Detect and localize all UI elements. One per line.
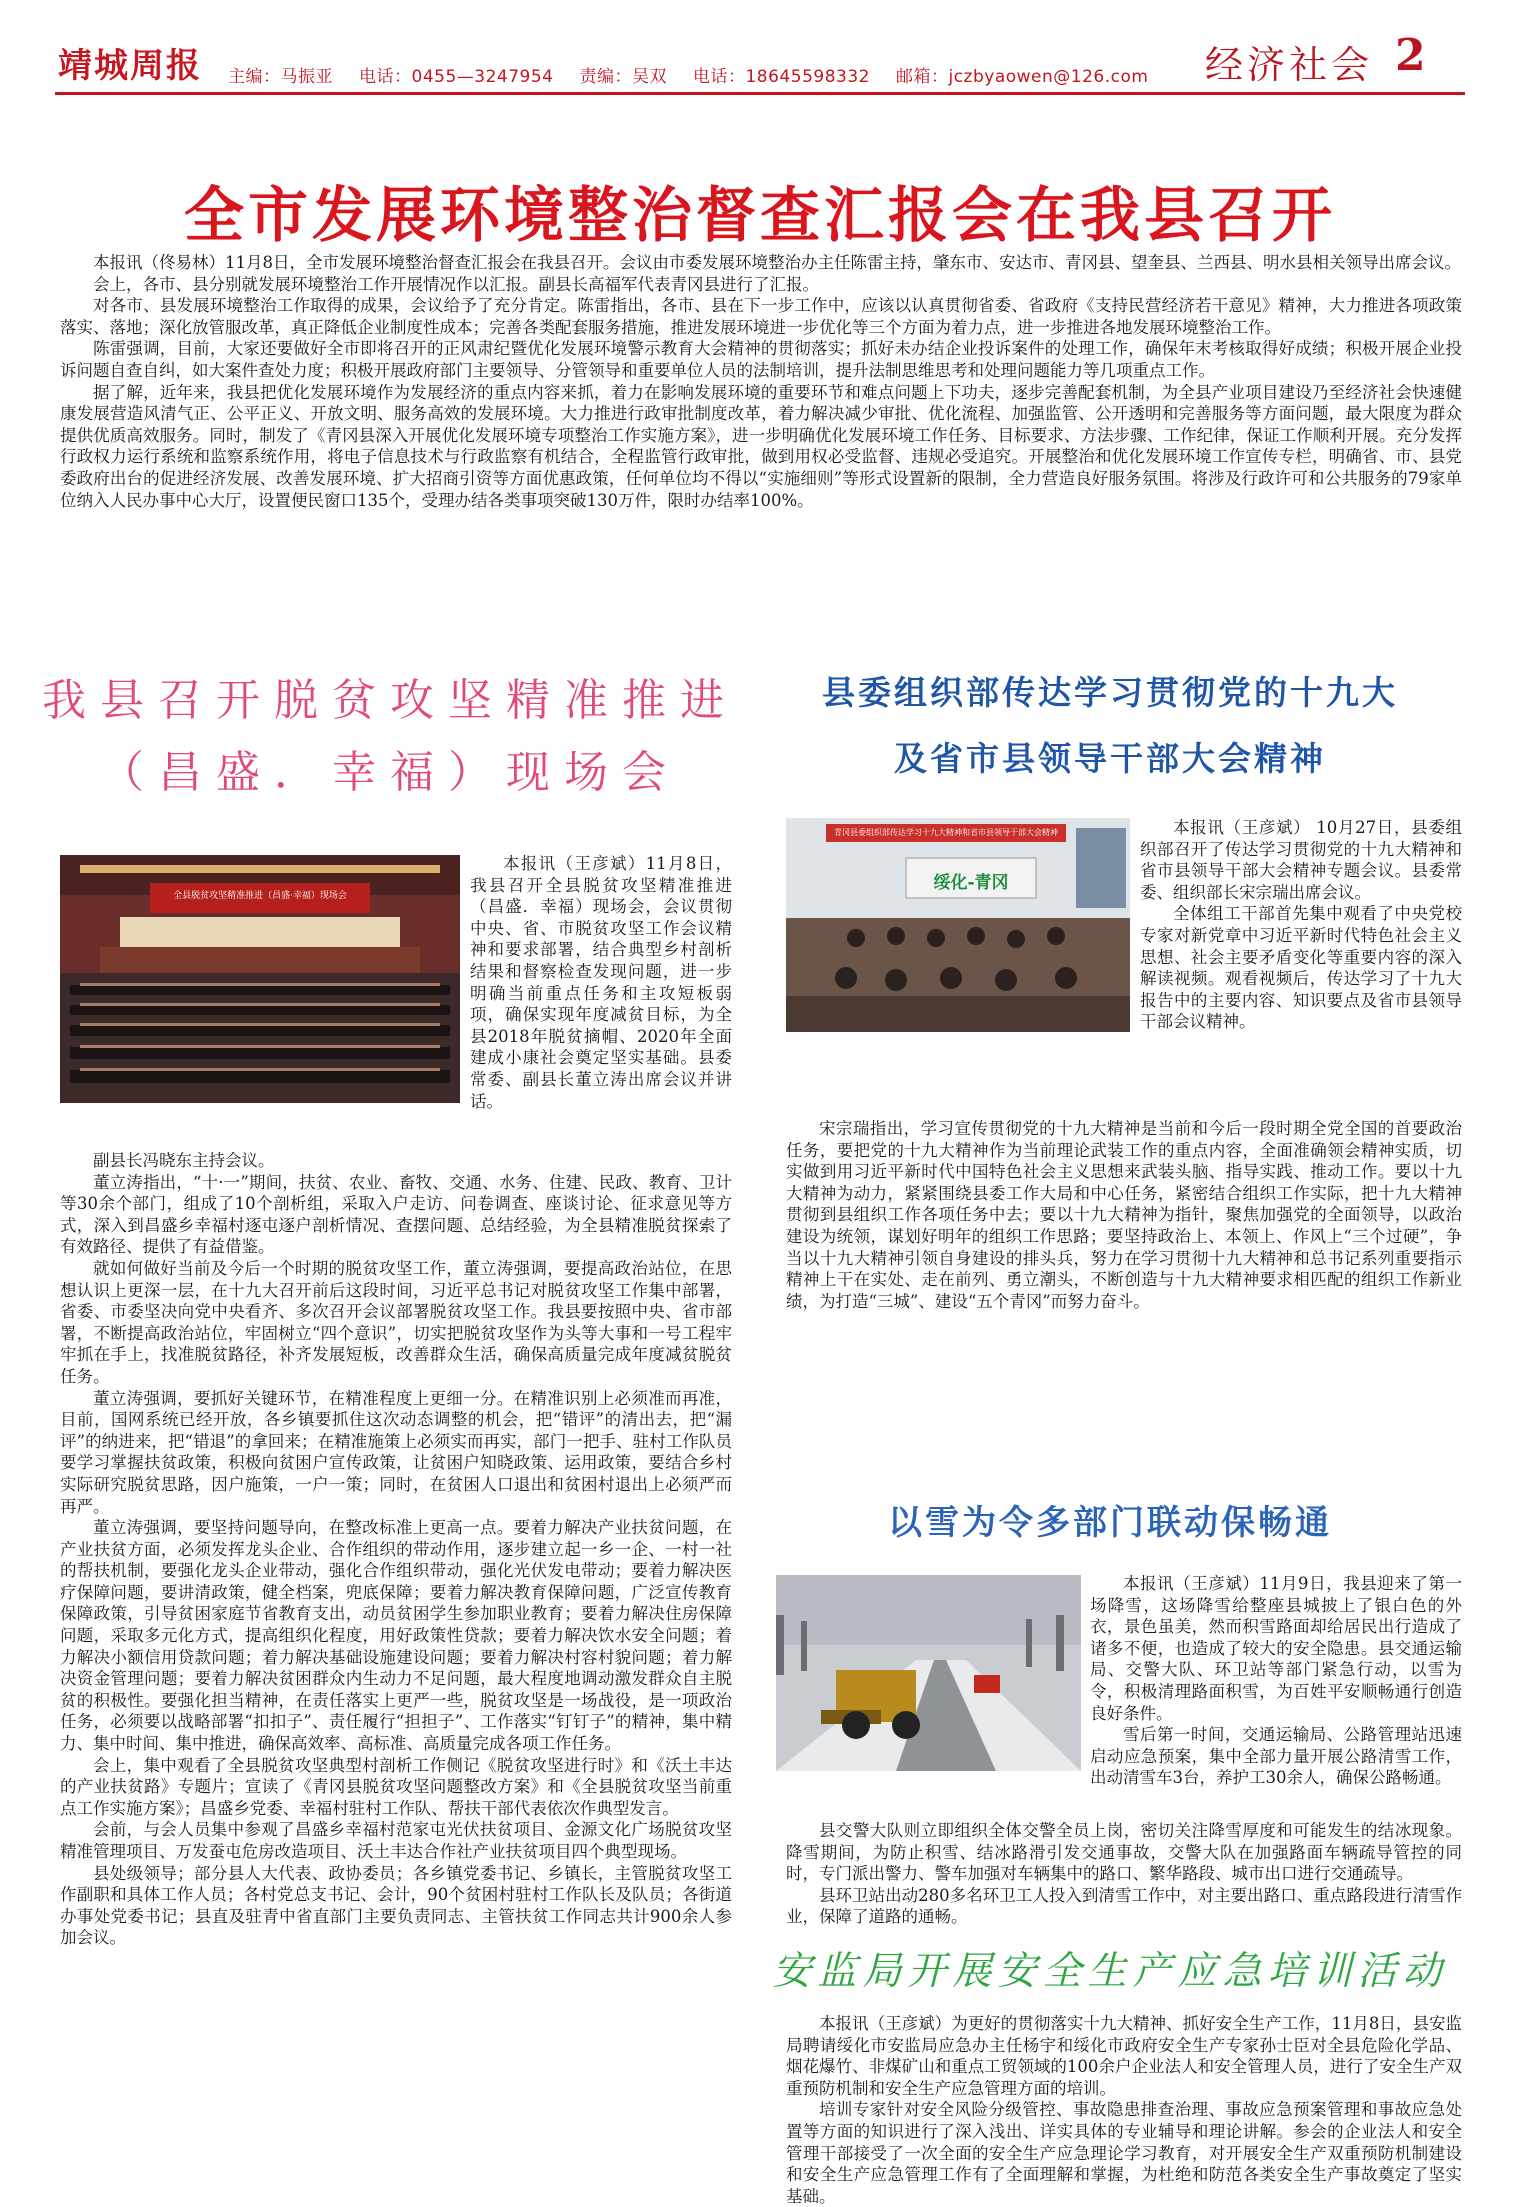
paragraph: 就如何做好当前及今后一个时期的脱贫攻坚工作，董立涛强调，要提高政治站位，在思想认识上更深一层，在十九大召开前后这段时间，习近平总书记对脱贫攻坚工作集中部署，省委、市委坚决向党中央看齐、多次召开会议部署脱贫攻坚工作。我县要按照中央、省市部署，不断提高政治站位，牢固树立“四个意识”，切实把脱贫攻坚作为头等大事和一号工程牢牢抓在手上，找准脱贫路径，补齐发展短板，改善群众生活，确保高质量完成年度减贫脱贫任务。	[60, 1258, 732, 1386]
masthead-info	[228, 62, 1174, 87]
paragraph: 会上，集中观看了全县脱贫攻坚典型村剖析工作侧记《脱贫攻坚进行时》和《沃土丰达的产业扶贫路》专题片；宣读了《青冈县脱贫攻坚问题整改方案》和《全县脱贫攻坚当前重点工作实施方案》；昌盛乡党委、幸福村驻村工作队、帮扶干部代表依次作典型发言。	[60, 1755, 732, 1818]
paragraph: 本报讯（王彦斌） 10月27日，县委组织部召开了传达学习贯彻党的十九大精神和省市县领导干部大会精神专题会议。县委常委、组织部长宋宗瑞出席会议。	[1140, 818, 1462, 902]
meeting-banner-text: 全县脱贫攻坚精准推进（昌盛·幸福）现场会	[173, 891, 347, 901]
organization-headline	[760, 660, 1460, 792]
paragraph: 县处级领导；部分县人大代表、政协委员；各乡镇党委书记、乡镇长，主管脱贫攻坚工作副职和具体工作人员；各村党总支书记、会计，90个贫困村驻村工作队长及队员；各街道办事处党委书记；县直及驻青中省直部门主要负责同志、主管扶贫工作同志共计900余人参加会议。	[60, 1863, 732, 1948]
poverty-lead	[470, 853, 732, 1112]
organization-headline-line2: 及省市县领导干部大会精神	[894, 739, 1326, 778]
editor-label: 主编：马振亚	[228, 67, 333, 87]
poverty-headline	[40, 665, 740, 809]
safety-body	[786, 2013, 1462, 2207]
organization-lead	[1140, 817, 1462, 1033]
paragraph: 培训专家针对安全风险分级管控、事故隐患排查治理、事故应急预案管理和事故应急处置等方面的知识进行了深入浅出、详实具体的专业辅导和理论讲解。参会的企业法人和安全管理干部接受了一次全面的安全生产应急理论学习教育，对开展安全生产双重预防机制建设和安全生产应急管理工作有了全面理解和掌握，为杜绝和防范各类安全生产事故奠定了坚实基础。	[786, 2100, 1462, 2206]
organization-body	[786, 1118, 1462, 1312]
masthead-rule	[55, 92, 1465, 95]
email-address: 邮箱：jczbyaowen@126.com	[895, 67, 1149, 87]
paragraph: 本报讯（王彦斌）为更好的贯彻落实十九大精神、抓好安全生产工作，11月8日，县安监局聘请绥化市安监局应急办主任杨宇和绥化市政府安全生产专家孙士臣对全县危险化学品、烟花爆竹、非煤矿山和重点工贸领域的100余户企业法人和安全管理人员，进行了安全生产双重预防机制和安全生产应急管理方面的培训。	[786, 2014, 1462, 2098]
main-headline: 全市发展环境整治督查汇报会在我县召开	[184, 181, 1336, 251]
paragraph: 对各市、县发展环境整治工作取得的成果，会议给予了充分肯定。陈雷指出，各市、县在下一步工作中，应该以认真贯彻省委、省政府《支持民营经济若干意见》精神，大力推进各项政策落实、落地；深化放管服改革，真正降低企业制度性成本；完善各类配套服务措施，推进发展环境进一步优化等三个方面为着力点，进一步推进各地发展环境整治工作。	[60, 296, 1462, 337]
paragraph: 宋宗瑞指出，学习宣传贯彻党的十九大精神是当前和今后一段时期全党全国的首要政治任务，要把党的十九大精神作为当前理论武装工作的重点内容，全面准确领会精神实质，切实做到用习近平新时代中国特色社会主义思想来武装头脑、指导实践、推动工作。要以十九大精神为动力，紧紧围绕县委工作大局和中心任务，紧密结合组织工作实际，把十九大精神贯彻到县组织工作各项任务中去；要以十九大精神为指针，聚焦加强党的全面领导，以政治建设为统领，谋划好明年的组织工作思路；要坚持政治上、本领上、作风上“三个过硬”，争当以十九大精神引领自身建设的排头兵，努力在学习贯彻十九大精神和总书记系列重要指示精神上干在实处、走在前列、勇立潮头，不断创造与十九大精神要求相匹配的组织工作新业绩，为打造“三城”、建设“五个青冈”而努力奋斗。	[786, 1119, 1462, 1311]
paragraph: 会前，与会人员集中参观了昌盛乡幸福村范家屯光伏扶贫项目、金源文化广场脱贫攻坚精准管理项目、万发蚕屯危房改造项目、沃土丰达合作社产业扶贫项目四个典型现场。	[60, 1820, 732, 1861]
organization-headline-line1: 县委组织部传达学习贯彻党的十九大	[822, 673, 1398, 712]
safety-headline: 安监局开展安全生产应急培训活动	[772, 1949, 1448, 1994]
paragraph: 董立涛强调，要坚持问题导向，在整改标准上更高一点。要着力解决产业扶贫问题，在产业扶贫方面，必须发挥龙头企业、合作组织的带动作用，逐步建立起一乡一企、一村一社的帮扶机制，要强化龙头企业带动，强化合作组织带动，强化光伏发电带动；要着力解决医疗保障问题，要讲清政策，健全档案，兜底保障；要着力解决教育保障问题，广泛宣传教育保障政策，引导贫困家庭节省教育支出，动员贫困学生参加职业教育；要着力解决住房保障问题，采取多元化方式，提高组织化程度，用好政策性贷款；要着力解决饮水安全问题；着力解决小额信用贷款问题；着力解决基础设施建设问题；要着力解决村容村貌问题；着力解决资金管理问题；要着力解决贫困群众内生动力不足问题，最大程度地调动激发群众自主脱贫的积极性。要强化担当精神，在责任落实上更严一些，脱贫攻坚是一场战役，是一项政治任务，必须要以战略部署“扣扣子”、责任履行“担担子”、工作落实“钉钉子”的精神，集中精力、集中时间、集中推进，确保高效率、高标准、高质量完成各项工作任务。	[60, 1518, 732, 1754]
paragraph: 县环卫站出动280多名环卫工人投入到清雪工作中，对主要出路口、重点路段进行清雪作业，保障了道路的通畅。	[786, 1885, 1462, 1927]
poverty-headline-line1: 我县召开脱贫攻坚精准推进	[42, 675, 738, 726]
poverty-body	[60, 1150, 732, 1949]
masthead-logo: 靖城周报	[58, 46, 202, 86]
page-number: 2	[1395, 30, 1426, 81]
snow-plow-photo	[776, 1575, 1081, 1771]
paragraph: 会上，各市、县分别就发展环境整治工作开展情况作以汇报。副县长高福军代表青冈县进行了汇报。	[93, 274, 819, 294]
section-name: 经济社会	[1205, 43, 1374, 87]
paragraph: 本报讯（王彦斌）11月8日，我县召开全县脱贫攻坚精准推进（昌盛．幸福）现场会，会议贯彻中央、省、市脱贫攻坚工作会议精神和要求部署，结合典型乡村剖析结果和督察检查发现问题，进一步明确当前重点任务和主攻短板弱项，确保实现年度减贫目标，为全县2018年脱贫摘帽、2020年全面建成小康社会奠定坚实基础。县委常委、副县长董立涛出席会议并讲话。	[470, 854, 732, 1111]
organization-banner-text: 青冈县委组织部传达学习十九大精神和省市县领导干部大会精神	[834, 828, 1058, 837]
paragraph: 本报讯（佟易林）11月8日，全市发展环境整治督查汇报会在我县召开。会议由市委发展环境整治办主任陈雷主持，肇东市、安达市、青冈县、望奎县、兰西县、明水县相关领导出席会议。	[93, 253, 1461, 272]
paragraph: 全体组工干部首先集中观看了中央党校专家对新党章中习近平新时代特色社会主义思想、社会主要矛盾变化等重要内容的深入解读视频。观看视频后，传达学习了十九大报告中的主要内容、知识要点及省市县领导干部会议精神。	[1140, 904, 1462, 1032]
meeting-hall-photo	[60, 855, 460, 1103]
paragraph: 县交警大队则立即组织全体交警全员上岗，密切关注降雪厚度和可能发生的结冰现象。降雪期间，为防止积雪、结冰路滑引发交通事故，交警大队在加强路面车辆疏导管控的同时，专门派出警力、警车加强对车辆集中的路口、繁华路段、城市出口进行交通疏导。	[786, 1821, 1462, 1884]
organization-sign-text: 绥化-青冈	[933, 873, 1009, 893]
paragraph: 雪后第一时间，交通运输局、公路管理站迅速启动应急预案，集中全部力量开展公路清雪工作，出动清雪车3台，养护工30余人，确保公路畅通。	[1090, 1725, 1462, 1788]
snow-body	[786, 1820, 1462, 1928]
paragraph: 陈雷强调，目前，大家还要做好全市即将召开的正风肃纪暨优化发展环境警示教育大会精神的贯彻落实；抓好未办结企业投诉案件的处理工作，确保年末考核取得好成绩；积极开展企业投诉问题自查自纠，如大案件查处力度；积极开展政府部门主要领导、分管领导和重要单位人员的法制培训，提升法制思维思考和处理问题能力等几项重点工作。	[60, 339, 1462, 380]
snow-lead	[1090, 1573, 1462, 1789]
duty-editor-phone: 电话：18645598332	[692, 67, 870, 87]
editor-phone: 电话：0455—3247954	[359, 67, 554, 87]
poverty-headline-line2: （昌盛．幸福）现场会	[100, 747, 680, 798]
paragraph: 董立涛强调，要抓好关键环节，在精准程度上更细一分。在精准识别上必须准而再准，目前，国网系统已经开放，各乡镇要抓住这次动态调整的机会，把“错评”的清出去，把“漏评”的纳进来，把“错退”的拿回来；在精准施策上必须实而再实，部门一把手、驻村工作队员要学习掌握扶贫政策，积极向贫困户宣传政策，让贫困户知晓政策、运用政策，要结合乡村实际研究脱贫思路，因户施策，一户一策；同时，在贫困人口退出和贫困村退出上必须严而再严。	[60, 1388, 732, 1516]
article-environment-body	[60, 252, 1462, 511]
organization-meeting-photo	[786, 818, 1130, 1032]
paragraph: 本报讯（王彦斌）11月9日，我县迎来了第一场降雪，这场降雪给整座县城披上了银白色的外衣，景色虽美，然而积雪路面却给居民出行造成了诸多不便，也造成了较大的安全隐患。县交通运输局、交警大队、环卫站等部门紧急行动，以雪为令，积极清理路面积雪，为百姓平安顺畅通行创造良好条件。	[1090, 1574, 1462, 1723]
duty-editor-label: 责编：吴双	[579, 67, 667, 87]
paragraph: 副县长冯晓东主持会议。	[93, 1151, 275, 1170]
snow-headline: 以雪为令多部门联动保畅通	[888, 1503, 1332, 1543]
paragraph: 据了解，近年来，我县把优化发展环境作为发展经济的重点内容来抓，着力在影响发展环境的重要环节和难点问题上下功夫，逐步完善配套机制，为全县产业项目建设乃至经济社会快速健康发展营造风清气正、公平正义、开放文明、服务高效的发展环境。大力推进行政审批制度改革，着力解决减少审批、优化流程、加强监管、公开透明和完善服务等方面问题，最大限度为群众提供优质高效服务。同时，制发了《青冈县深入开展优化发展环境专项整治工作实施方案》，进一步明确优化发展环境工作任务、目标要求、方法步骤、工作纪律，保证工作顺利开展。充分发挥行政权力运行系统和监察系统作用，将电子信息技术与行政监察有机结合，全程监管行政审批，做到用权必受监督、违规必受追究。开展整治和优化发展环境工作宣传专栏，明确省、市、县党委政府出台的促进经济发展、改善发展环境、扩大招商引资等方面优惠政策，任何单位均不得以“实施细则”等形式设置新的限制，全力营造良好服务氛围。将涉及行政许可和公共服务的79家单位纳入人民办事中心大厅，设置便民窗口135个，受理办结各类事项突破130万件，限时办结率100%。	[60, 382, 1462, 510]
paragraph: 董立涛指出，“十·一”期间，扶贫、农业、畜牧、交通、水务、住建、民政、教育、卫计等30余个部门，组成了10个剖析组，采取入户走访、问卷调查、座谈讨论、征求意见等方式，深入到昌盛乡幸福村逐屯逐户剖析情况、查摆问题、总结经验，为全县精准脱贫探索了有效路径、提供了有益借鉴。	[60, 1172, 732, 1257]
